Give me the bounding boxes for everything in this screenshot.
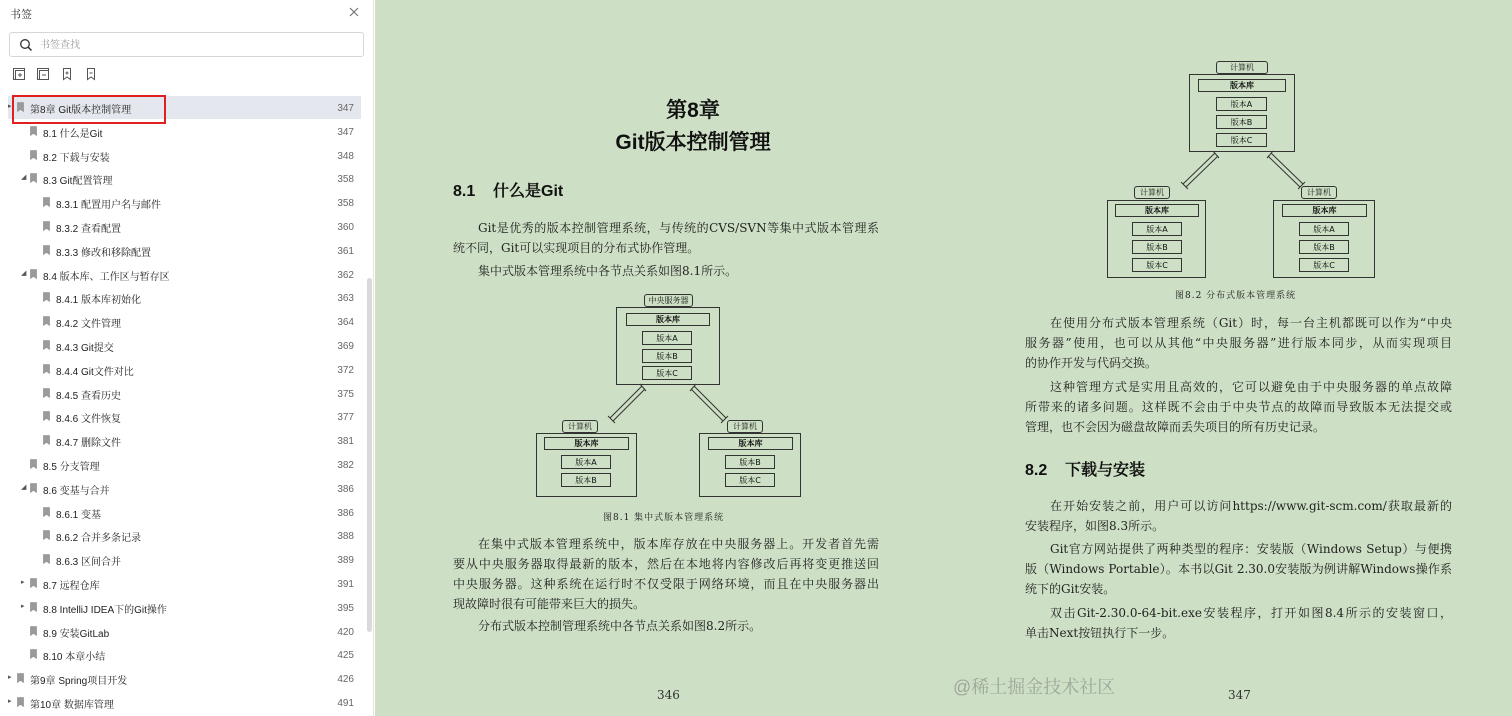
bookmark-label: 8.10 本章小结: [43, 652, 106, 664]
paragraph: [453, 218, 879, 258]
text-line: 在使用分布式版本管理系统（Git）时，每一台主机都既可以作为“中央: [1050, 316, 1452, 330]
sidebar-header: [0, 0, 374, 26]
bookmark-page-number: 375: [337, 388, 354, 400]
figure-caption: 图8.1 集中式版本管理系统: [603, 513, 725, 523]
sidebar-title: 书签: [10, 9, 32, 21]
bookmark-icon: [43, 435, 50, 445]
bookmark-page-number: 361: [337, 245, 354, 257]
bookmark-label: 8.6.3 区间合并: [56, 557, 122, 569]
bookmark-item[interactable]: [8, 405, 361, 428]
expand-caret-icon[interactable]: ▸: [8, 698, 12, 705]
section-title: 什么是Git: [493, 183, 564, 200]
bookmark-item[interactable]: [8, 667, 361, 690]
text-line: 版（Windows Portable）。本书以Git 2.30.0安装版为例讲解Windows操作系: [1025, 562, 1452, 576]
bookmark-page-number: 364: [337, 317, 354, 329]
bookmark-label: 8.7 远程仓库: [43, 581, 100, 592]
version-item: 版本C: [1216, 133, 1267, 147]
text-line: 中央服务器。这种系统在运行时不仅受限于网络环境，而且在中央服务器出: [453, 577, 879, 591]
text-line: 在集中式版本管理系统中，版本库存放在中央服务器上。开发者首先需: [478, 537, 879, 551]
bookmark-label: 8.1 什么是Git: [43, 128, 103, 140]
paragraph: [1025, 539, 1452, 599]
version-item: 版本B: [561, 473, 611, 487]
bookmark-icon: [43, 411, 50, 421]
paragraph: [453, 616, 879, 636]
section-number: 8.1: [453, 183, 476, 200]
bookmark-icon: [43, 221, 50, 231]
bookmark-item[interactable]: [8, 144, 361, 167]
bookmark-icon: [43, 340, 50, 350]
client-label: 计算机: [727, 420, 763, 433]
client-label: 计算机: [1134, 186, 1170, 199]
search-icon: [19, 38, 33, 52]
bookmark-icon: [43, 316, 50, 326]
bookmark-item[interactable]: [8, 239, 361, 262]
bookmark-label: 8.8 IntelliJ IDEA下的Git操作: [43, 604, 167, 616]
bookmark-item[interactable]: [8, 358, 361, 381]
paragraph: [453, 534, 879, 614]
bookmark-icon: [17, 673, 24, 683]
repo-bar: 版本库: [1115, 204, 1199, 217]
text-line: 这种管理方式是实用且高效的，它可以避免由于中央服务器的单点故障: [1050, 380, 1452, 394]
text-line: 集中式版本管理系统中各节点关系如图8.1所示。: [478, 264, 738, 278]
bookmark-label: 8.4.5 查看历史: [56, 390, 122, 402]
bookmark-label: 8.6 变基与合并: [43, 485, 110, 497]
bookmark-item[interactable]: [8, 620, 361, 643]
bookmark-page-number: 372: [337, 364, 354, 376]
bookmark-page-number: 358: [337, 198, 354, 210]
paragraph: [1025, 603, 1452, 643]
bookmark-item[interactable]: [8, 429, 361, 452]
bookmark-label: 8.3.1 配置用户名与邮件: [56, 200, 162, 212]
bookmark-icon: [43, 530, 50, 540]
bookmark-page-number: 358: [337, 174, 354, 186]
text-line: 安装程序，如图8.3所示。: [1025, 519, 1165, 533]
version-item: 版本C: [1132, 258, 1182, 272]
bookmark-search-input[interactable]: [40, 36, 355, 54]
version-item: 版本C: [642, 366, 692, 380]
add-bookmark-icon[interactable]: [60, 67, 74, 81]
bookmark-label: 第9章 Spring项目开发: [30, 676, 128, 688]
bookmark-page-number: 377: [337, 412, 354, 424]
bookmark-page-number: 395: [337, 602, 354, 614]
bookmark-item[interactable]: [8, 310, 361, 333]
collapse-caret-icon[interactable]: ◢: [21, 174, 27, 182]
sidebar-scroll-thumb[interactable]: [367, 278, 372, 632]
bookmark-page-number: 369: [337, 341, 354, 352]
bookmark-icon: [17, 697, 24, 707]
bookmark-icon: [30, 126, 37, 136]
version-item: 版本B: [1216, 115, 1267, 129]
bookmark-page-number: 363: [337, 293, 354, 305]
client-label: 计算机: [562, 420, 598, 433]
bookmark-icon: [43, 245, 50, 255]
bookmark-label: 8.9 安装GitLab: [43, 628, 110, 640]
bookmark-page-number: 425: [337, 650, 354, 662]
version-item: 版本A: [642, 331, 692, 345]
bookmark-item[interactable]: [8, 263, 361, 286]
bookmark-page-number: 347: [337, 103, 354, 114]
computer-label: 计算机: [1216, 61, 1268, 74]
repo-bar: 版本库: [626, 313, 710, 326]
text-line: 服务器”使用，也可以从其他“中央服务器”进行版本同步，从而实现项目: [1025, 336, 1452, 350]
collapse-caret-icon[interactable]: ◢: [21, 269, 27, 277]
bookmark-sidebar: [0, 0, 374, 716]
version-item: 版本B: [1132, 240, 1182, 254]
paragraph: [1025, 496, 1452, 536]
bookmark-page-number: 389: [337, 555, 354, 567]
text-line: 现故障时很有可能带来巨大的损失。: [453, 597, 646, 611]
bookmark-label: 8.5 分支管理: [43, 462, 100, 473]
bookmark-label: 8.6.2 合并多条记录: [56, 533, 142, 545]
version-item: 版本A: [561, 455, 611, 469]
bookmark-icon: [30, 602, 37, 612]
text-line: 要从中央服务器取得最新的版本，然后在本地将内容修改后再将变更推送回: [453, 557, 879, 571]
bookmark-page-number: 420: [337, 626, 354, 638]
bookmark-icon: [43, 507, 50, 517]
bookmark-item[interactable]: [8, 96, 361, 119]
bookmark-page-number: 360: [337, 222, 354, 233]
bookmark-page-number: 347: [337, 126, 354, 138]
bookmark-search-box: [9, 32, 364, 57]
expand-caret-icon[interactable]: ▸: [8, 103, 12, 110]
bookmark-item[interactable]: [8, 596, 361, 619]
remove-bookmark-icon[interactable]: [84, 67, 98, 81]
bookmark-icon: [30, 483, 37, 493]
bookmark-icon: [30, 626, 37, 636]
bookmark-label: 8.6.1 变基: [56, 509, 102, 521]
bookmark-icon: [43, 292, 50, 302]
bookmark-item[interactable]: [8, 453, 361, 476]
figure-caption: 图8.2 分布式版本管理系统: [1175, 291, 1297, 301]
text-line: 在开始安装之前，用户可以访问https://www.git-scm.com/获取最新的: [1050, 499, 1452, 513]
bookmark-item[interactable]: [8, 572, 361, 595]
page-number: 347: [1228, 688, 1251, 702]
version-item: 版本C: [725, 473, 775, 487]
version-item: 版本A: [1216, 97, 1267, 111]
section-title: 下载与安装: [1065, 462, 1146, 479]
bookmark-label: 8.4.2 文件管理: [56, 319, 122, 331]
bookmark-label: 8.4.1 版本库初始化: [56, 295, 142, 307]
bookmark-page-number: 348: [337, 150, 354, 162]
bookmark-item[interactable]: [8, 215, 361, 238]
watermark: @稀土掘金技术社区: [953, 677, 1116, 697]
expand-caret-icon[interactable]: ▸: [21, 602, 25, 610]
bookmark-icon: [43, 364, 50, 374]
bookmark-item[interactable]: [8, 167, 361, 190]
text-line: 所带来的诸多问题。这样既不会由于中央节点的故障而导致版本无法提交或: [1025, 400, 1452, 414]
collapse-caret-icon[interactable]: ◢: [21, 483, 27, 491]
collapse-all-icon[interactable]: [36, 67, 50, 81]
bookmark-page-number: 491: [337, 698, 354, 709]
version-item: 版本B: [642, 349, 692, 363]
bookmark-label: 8.4 版本库、工作区与暂存区: [43, 271, 170, 283]
version-item: 版本A: [1132, 222, 1182, 236]
chapter-title: Git版本控制管理: [615, 131, 771, 154]
bookmark-icon: [30, 649, 37, 659]
bookmark-label: 8.2 下载与安装: [43, 152, 110, 164]
expand-all-icon[interactable]: [12, 67, 26, 81]
bookmark-icon: [43, 388, 50, 398]
bookmark-label: 8.4.4 Git文件对比: [56, 366, 134, 378]
client-label: 计算机: [1301, 186, 1337, 199]
bookmark-page-number: 386: [337, 507, 354, 519]
bookmark-item[interactable]: [8, 524, 361, 547]
bookmark-item[interactable]: [8, 191, 361, 214]
text-line: 管理，也不会因为磁盘故障而丢失项目的所有历史记录。: [1025, 420, 1326, 434]
bookmark-item[interactable]: [8, 120, 361, 143]
text-line: 单击Next按钮执行下一步。: [1025, 626, 1175, 640]
paragraph: [453, 261, 879, 281]
bookmark-icon: [43, 554, 50, 564]
page-number: 346: [657, 688, 680, 702]
repo-bar: 版本库: [1282, 204, 1367, 217]
bookmark-label: 8.3 Git配置管理: [43, 176, 113, 188]
text-line: 分布式版本控制管理系统中各节点关系如图8.2所示。: [478, 619, 762, 633]
figure-distributed-diagram: [1105, 60, 1385, 282]
bookmark-label: 8.4.3 Git提交: [56, 343, 114, 354]
bookmark-icon: [30, 150, 37, 160]
bookmark-page-number: 386: [337, 483, 354, 495]
text-line: Git是优秀的版本控制管理系统，与传统的CVS/SVN等集中式版本管理系: [478, 221, 879, 235]
figure-centralized-diagram: [534, 292, 804, 502]
section-heading-8-1: [453, 178, 563, 201]
expand-caret-icon[interactable]: ▸: [8, 674, 12, 682]
document-view: [375, 0, 1512, 716]
bookmark-item[interactable]: [8, 286, 361, 309]
version-item: 版本A: [1299, 222, 1349, 236]
bookmark-page-number: 382: [337, 460, 354, 471]
repo-bar: 版本库: [1198, 79, 1286, 92]
bookmark-label: 8.4.6 文件恢复: [56, 414, 122, 426]
bookmark-label: 8.3.2 查看配置: [56, 224, 122, 235]
text-line: 统下的Git安装。: [1025, 582, 1116, 596]
paragraph: [1025, 377, 1452, 437]
section-number: 8.2: [1025, 462, 1048, 479]
expand-caret-icon[interactable]: ▸: [21, 579, 25, 586]
bookmark-label: 8.4.7 删除文件: [56, 438, 122, 450]
bookmark-icon: [17, 102, 24, 112]
bookmark-icon: [30, 269, 37, 279]
bookmark-item[interactable]: [8, 477, 361, 500]
bookmark-icon: [43, 197, 50, 207]
bookmark-icon: [30, 459, 37, 469]
bookmark-label: 第8章 Git版本控制管理: [30, 105, 132, 116]
bookmark-item[interactable]: [8, 334, 361, 357]
bookmark-page-number: 381: [337, 436, 354, 448]
version-item: 版本C: [1299, 258, 1349, 272]
version-item: 版本B: [1299, 240, 1349, 254]
bookmark-label: 第10章 数据库管理: [30, 700, 114, 711]
section-heading-8-2: [1025, 457, 1145, 480]
bookmark-icon: [30, 173, 37, 183]
bookmark-page-number: 426: [337, 674, 354, 686]
bookmark-item[interactable]: [8, 643, 361, 666]
repo-bar: 版本库: [708, 437, 793, 450]
bookmark-item[interactable]: [8, 691, 361, 714]
bookmark-page-number: 391: [337, 579, 354, 590]
bookmark-page-number: 362: [337, 269, 354, 281]
version-item: 版本B: [725, 455, 775, 469]
bookmark-label: 8.3.3 修改和移除配置: [56, 247, 152, 259]
bookmark-icon: [30, 578, 37, 588]
bookmark-item[interactable]: [8, 501, 361, 524]
bookmark-page-number: 388: [337, 531, 354, 543]
text-line: 双击Git-2.30.0-64-bit.exe安装程序，打开如图8.4所示的安装窗口，: [1050, 606, 1452, 620]
text-line: 的协作开发与代码交换。: [1025, 356, 1158, 370]
server-label: 中央服务器: [644, 294, 693, 307]
close-icon[interactable]: [346, 4, 362, 20]
chapter-number: 第8章: [666, 99, 720, 122]
text-line: 统不同，Git可以实现项目的分布式协作管理。: [453, 241, 700, 255]
repo-bar: 版本库: [544, 437, 629, 450]
bookmark-item[interactable]: [8, 548, 361, 571]
paragraph: [1025, 313, 1452, 373]
text-line: Git官方网站提供了两种类型的程序：安装版（Windows Setup）与便携: [1050, 542, 1452, 556]
bookmark-item[interactable]: [8, 382, 361, 405]
